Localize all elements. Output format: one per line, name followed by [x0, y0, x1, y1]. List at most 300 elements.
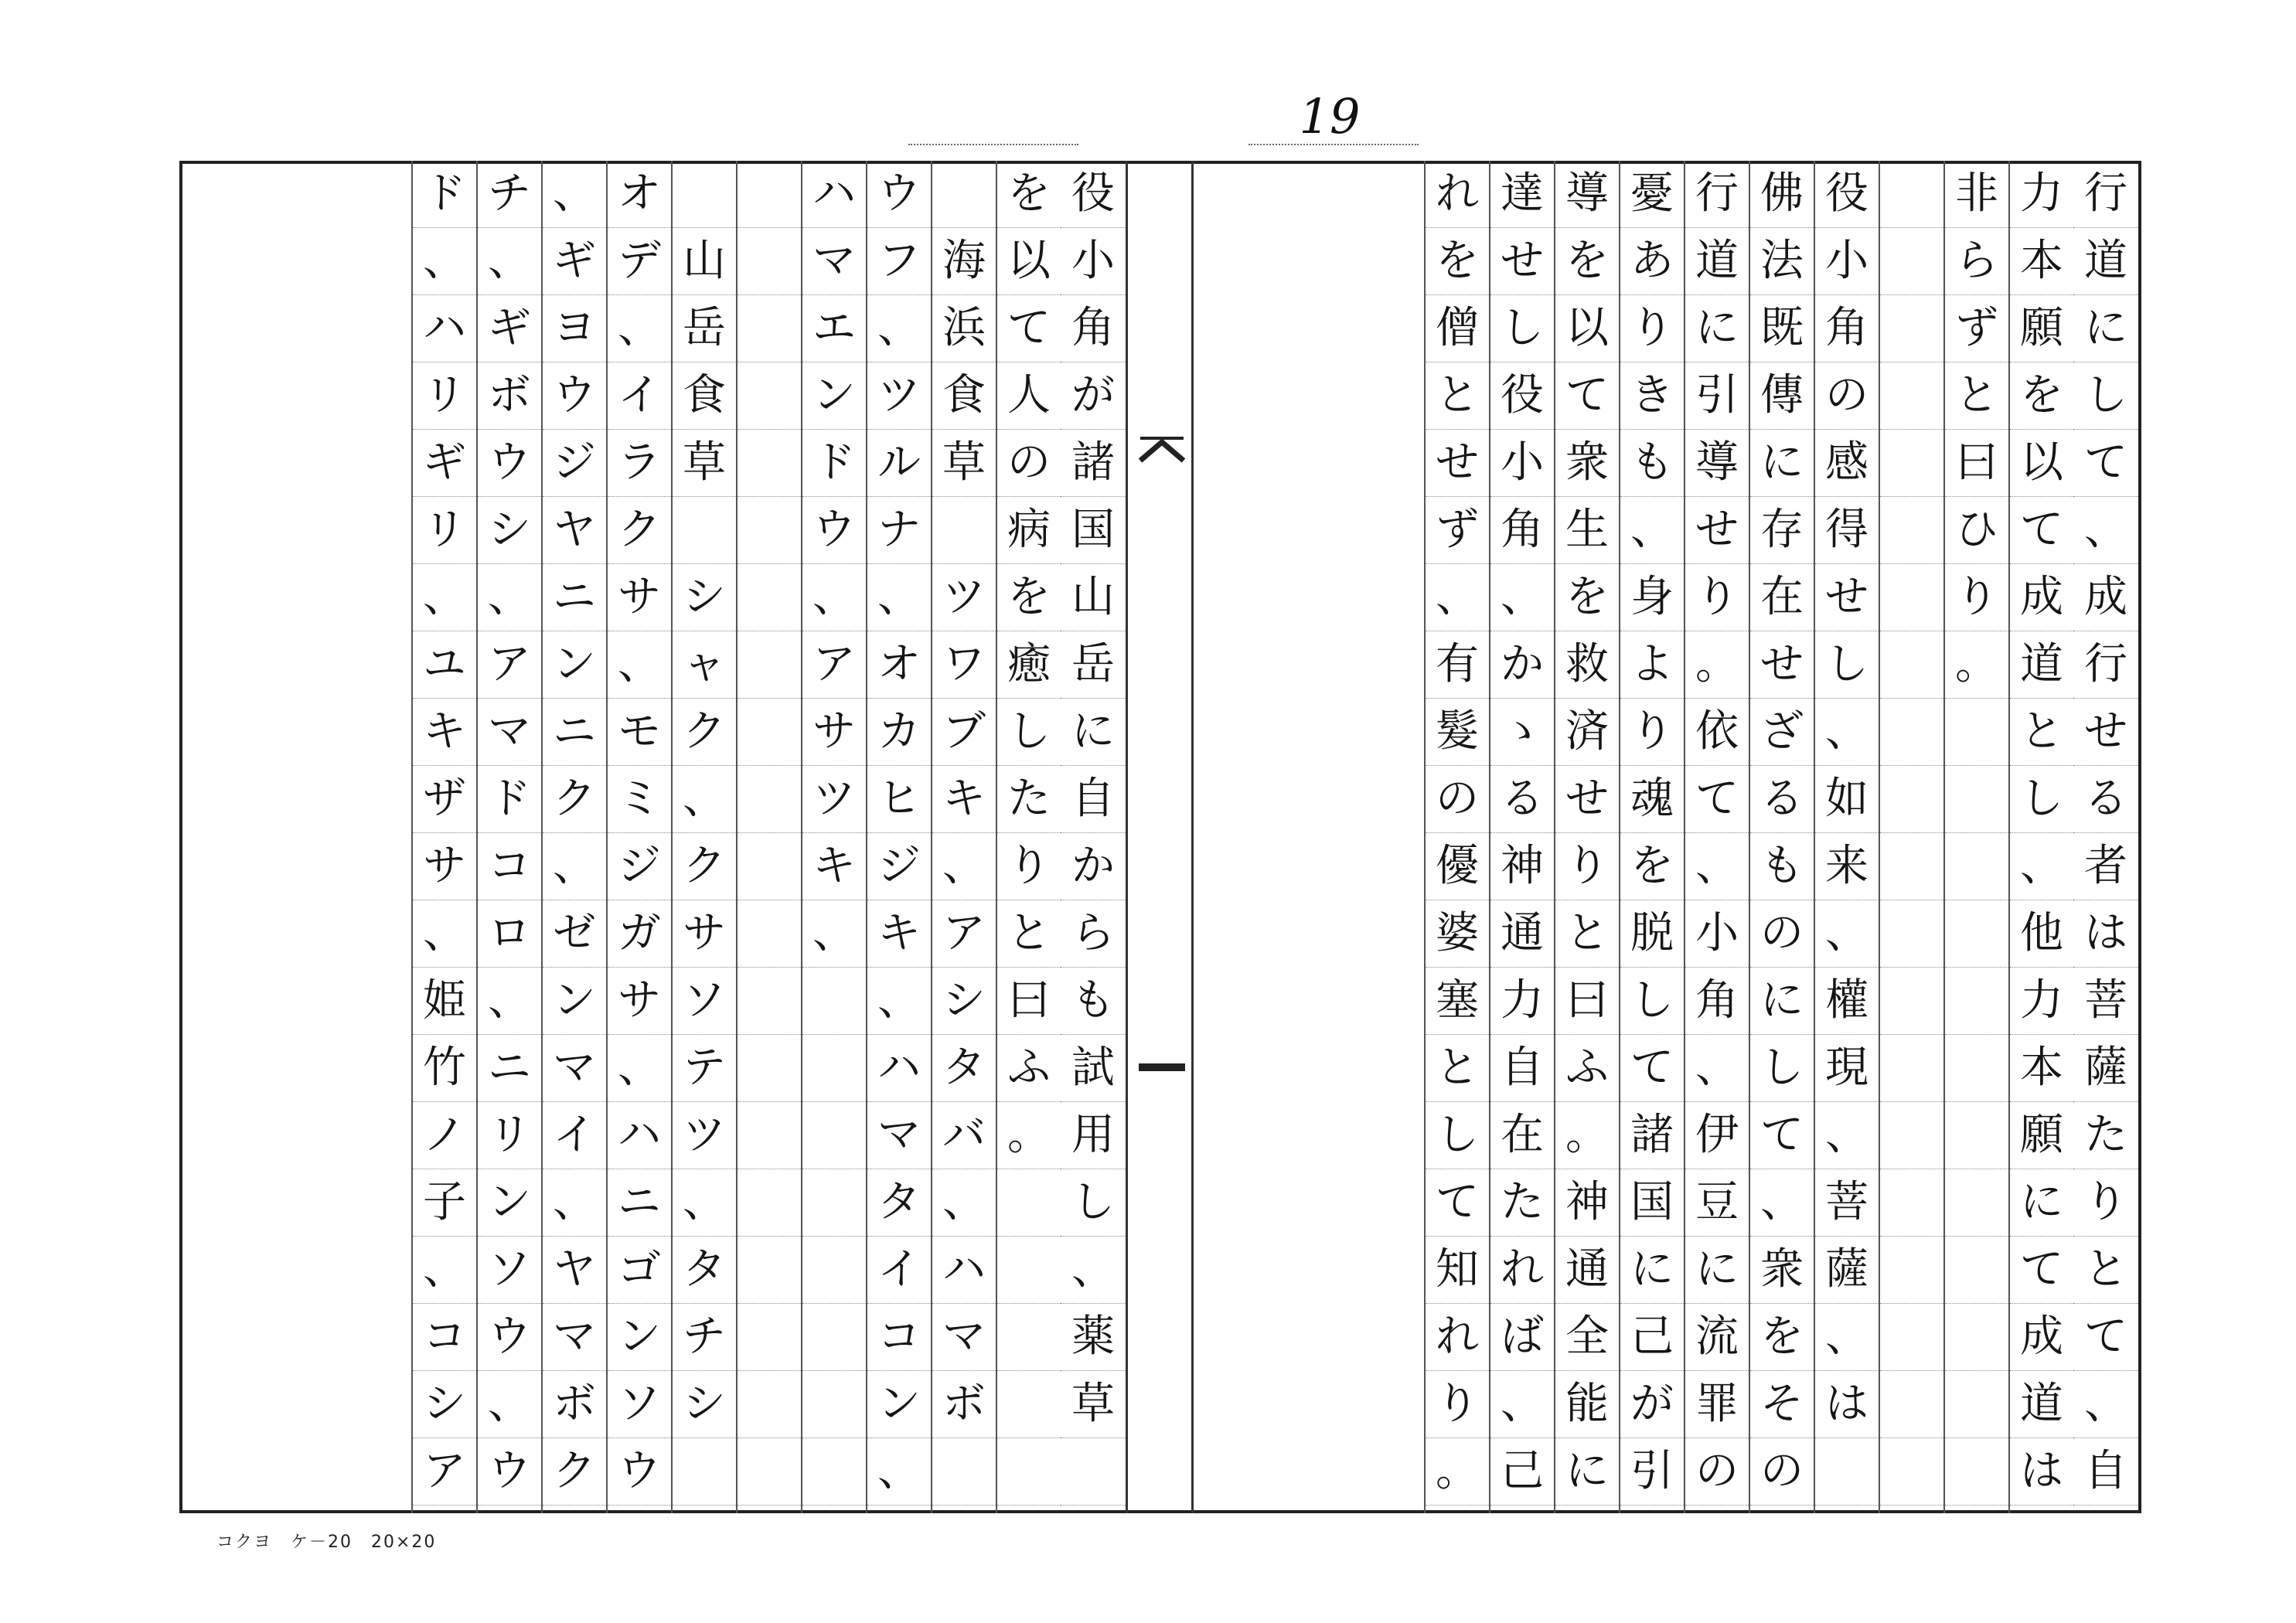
left-page-cell: 浜	[932, 295, 996, 362]
left-page-cell: ハ	[608, 1102, 671, 1169]
right-page-cell: あ	[1620, 228, 1684, 295]
left-page-cell: ウ	[867, 161, 931, 228]
left-page-cell	[738, 1304, 801, 1371]
left-page-cell: コ	[867, 1304, 931, 1371]
right-page-cell	[1880, 1102, 1943, 1169]
right-page-cell: 自	[2073, 1438, 2138, 1506]
left-page-cell: サ	[608, 968, 671, 1035]
right-page-cell: を	[2010, 362, 2073, 430]
left-page-cell: 角	[1061, 295, 1126, 362]
left-page-cell: サ	[673, 900, 736, 968]
right-page-cell	[1880, 228, 1943, 295]
right-page-cell	[1945, 1438, 2008, 1506]
left-page-cell: 、	[802, 564, 866, 631]
left-page-cell: 竹	[413, 1035, 476, 1102]
right-page-cell: ひ	[1945, 497, 2008, 564]
right-page-cell	[1945, 766, 2008, 833]
right-page-cell: を	[1620, 833, 1684, 900]
right-page-cell: し	[2010, 766, 2073, 833]
left-page-cell: 、	[478, 564, 541, 631]
left-page-cell: 小	[1061, 228, 1126, 295]
left-page-cell: り	[997, 833, 1061, 900]
left-page-cell	[738, 430, 801, 497]
right-page-cell: 、	[1685, 1035, 1749, 1102]
left-page-cell: サ	[413, 833, 476, 900]
left-page-cell: ツ	[802, 766, 866, 833]
right-page-cell	[1945, 900, 2008, 968]
left-page-cell: 癒	[997, 631, 1061, 699]
left-page-cell	[738, 833, 801, 900]
left-page-cell: ハ	[932, 1237, 996, 1304]
left-page-cell: 、	[673, 766, 736, 833]
left-page-cell: 試	[1061, 1035, 1126, 1102]
left-page-cell: 曰	[997, 968, 1061, 1035]
left-page-cell: ギ	[413, 430, 476, 497]
right-page-cell: と	[1555, 900, 1619, 968]
left-page-cell: 草	[932, 430, 996, 497]
left-page-cell	[738, 900, 801, 968]
right-page-cell: 己	[1490, 1438, 1554, 1506]
right-page-cell: り	[1945, 564, 2008, 631]
left-page-cell	[738, 1035, 801, 1102]
right-page-cell: 、	[1490, 1371, 1554, 1438]
left-page-cell: ニ	[478, 1035, 541, 1102]
left-page-cell: ツ	[867, 362, 931, 430]
left-page-cell: ハ	[413, 295, 476, 362]
left-page-cell: ジ	[608, 833, 671, 900]
right-page-cell	[1945, 1237, 2008, 1304]
left-page-cell: ツ	[932, 564, 996, 631]
right-page-cell: り	[1620, 699, 1684, 766]
left-page-cell: ク	[543, 1438, 606, 1506]
right-page-cell: 本	[2010, 1035, 2073, 1102]
left-page-cell	[738, 1371, 801, 1438]
right-page-cell: 角	[1685, 968, 1749, 1035]
right-page-cell: よ	[1620, 631, 1684, 699]
right-page-cell: 救	[1555, 631, 1619, 699]
left-page-cell: リ	[413, 362, 476, 430]
left-page-cell: エ	[802, 295, 866, 362]
right-page-cell: 、	[1815, 699, 1879, 766]
right-page-cell: が	[1620, 1371, 1684, 1438]
right-page-cell: に	[2010, 1169, 2073, 1237]
right-page-cell	[1880, 1304, 1943, 1371]
right-page-cell: 成	[2073, 564, 2138, 631]
right-page-cell: の	[1750, 900, 1814, 968]
left-page-cell: ボ	[478, 362, 541, 430]
title-dotted-line-left	[908, 144, 1078, 145]
right-page-cell: ふ	[1555, 1035, 1619, 1102]
right-page-cell	[1880, 1371, 1943, 1438]
right-page-column	[1424, 161, 1489, 1513]
left-page-cell: チ	[478, 161, 541, 228]
right-page-cell: の	[1815, 362, 1879, 430]
right-page-cell: 以	[1555, 295, 1619, 362]
right-page-column	[1554, 161, 1619, 1513]
right-page-cell: 通	[1555, 1237, 1619, 1304]
left-page-cell: ゴ	[608, 1237, 671, 1304]
right-page-cell	[1880, 1035, 1943, 1102]
right-page-cell: 在	[1490, 1102, 1554, 1169]
chevron-up-icon	[1139, 436, 1185, 464]
left-page-cell	[802, 1102, 866, 1169]
right-page-cell: 。	[1426, 1438, 1489, 1506]
left-page-cell	[997, 1304, 1061, 1371]
left-page-cell	[802, 1237, 866, 1304]
right-page-cell: 神	[1555, 1169, 1619, 1237]
left-page-cell: 人	[997, 362, 1061, 430]
left-page-cell: 、	[802, 900, 866, 968]
left-page-cell: 、	[932, 1169, 996, 1237]
right-page-column	[1619, 161, 1684, 1513]
left-page-cell: を	[997, 161, 1061, 228]
left-page-cell	[738, 968, 801, 1035]
right-page-cell	[1945, 1304, 2008, 1371]
right-page-cell: り	[1685, 564, 1749, 631]
left-page-cell: ワ	[932, 631, 996, 699]
right-page-cell: 以	[2010, 430, 2073, 497]
right-page-cell: 得	[1815, 497, 1879, 564]
left-page-cell: イ	[543, 1102, 606, 1169]
right-page-cell: 、	[1815, 1304, 1879, 1371]
right-page-cell: に	[1685, 1237, 1749, 1304]
right-page-cell: 、	[1815, 900, 1879, 968]
left-page-cell	[738, 295, 801, 362]
left-page-cell: に	[1061, 699, 1126, 766]
right-page-cell: て	[2073, 430, 2138, 497]
left-page-cell: 、	[543, 1169, 606, 1237]
right-page-cell	[1945, 1371, 2008, 1438]
right-page-cell: か	[1490, 631, 1554, 699]
right-page-cell: 、	[1490, 564, 1554, 631]
right-page-cell: 薩	[2073, 1035, 2138, 1102]
left-page-cell: ギ	[478, 295, 541, 362]
right-page-cell: 力	[2010, 161, 2073, 228]
left-page-cell: 、	[867, 968, 931, 1035]
right-page-cell: 国	[1620, 1169, 1684, 1237]
left-page-cell: か	[1061, 833, 1126, 900]
left-page-cell: 、	[413, 228, 476, 295]
left-page-cell	[738, 631, 801, 699]
right-page-cell: 既	[1750, 295, 1814, 362]
right-page-cell: し	[2073, 362, 2138, 430]
left-page-cell: ン	[543, 968, 606, 1035]
right-page-column	[1684, 161, 1749, 1513]
left-page-cell: 、	[478, 968, 541, 1035]
right-page-cell: 現	[1815, 1035, 1879, 1102]
left-page-cell: ン	[867, 1371, 931, 1438]
left-page-cell	[802, 1438, 866, 1506]
right-page-cell: 、	[1620, 497, 1684, 564]
right-page-cell: 成	[2010, 1304, 2073, 1371]
left-page-cell: ユ	[413, 631, 476, 699]
right-page-column	[2073, 161, 2138, 1513]
left-page-cell: シ	[413, 1371, 476, 1438]
right-page-cell: し	[1620, 968, 1684, 1035]
left-page-cell: ロ	[478, 900, 541, 968]
left-page-cell: ウ	[608, 1438, 671, 1506]
left-page-cell: コ	[413, 1304, 476, 1371]
left-page-column	[931, 161, 996, 1513]
right-page-cell: 法	[1750, 228, 1814, 295]
right-page-cell: 傳	[1750, 362, 1814, 430]
right-page-cell	[1880, 1169, 1943, 1237]
left-page-cell	[932, 161, 996, 228]
left-page-cell: 病	[997, 497, 1061, 564]
left-page-cell: ア	[802, 631, 866, 699]
right-page-cell: 角	[1490, 497, 1554, 564]
left-page-cell	[802, 1035, 866, 1102]
right-page-column	[1879, 161, 1943, 1513]
left-page-cell: 岳	[1061, 631, 1126, 699]
right-page-cell: と	[1426, 362, 1489, 430]
left-page-cell: ハ	[867, 1035, 931, 1102]
right-page-cell: 行	[1685, 161, 1749, 228]
left-page-cell: ゼ	[543, 900, 606, 968]
right-page-cell: 自	[1490, 1035, 1554, 1102]
left-page-cell: ウ	[478, 1304, 541, 1371]
left-page-cell	[802, 1169, 866, 1237]
right-page-cell: 道	[2010, 631, 2073, 699]
left-page-cell: ニ	[608, 1169, 671, 1237]
right-page-cell: 本	[2010, 228, 2073, 295]
right-page-cell: 引	[1620, 1438, 1684, 1506]
right-page-cell: 済	[1555, 699, 1619, 766]
right-page-column	[1814, 161, 1879, 1513]
right-page-cell: 力	[2010, 968, 2073, 1035]
right-page-cell: ば	[1490, 1304, 1554, 1371]
left-page-cell	[738, 699, 801, 766]
right-page-cell: 。	[1685, 631, 1749, 699]
right-page-cell: 角	[1815, 295, 1879, 362]
left-page-cell: ボ	[543, 1371, 606, 1438]
right-page-cell: 有	[1426, 631, 1489, 699]
left-page-cell: 食	[932, 362, 996, 430]
left-page-cell	[802, 1371, 866, 1438]
left-page-cell: ナ	[867, 497, 931, 564]
left-page-cell: ソ	[608, 1371, 671, 1438]
right-page-cell: て	[2010, 1237, 2073, 1304]
right-page-cell: に	[1750, 430, 1814, 497]
right-page-cell	[1945, 1102, 2008, 1169]
left-page-cell: 役	[1061, 161, 1126, 228]
left-page-cell: ミ	[608, 766, 671, 833]
left-page-cell: マ	[932, 1304, 996, 1371]
left-page-cell	[932, 1438, 996, 1506]
right-page-cell	[1945, 833, 2008, 900]
right-page-cell: 、	[1426, 564, 1489, 631]
left-page-cell: マ	[867, 1102, 931, 1169]
right-page-cell: ら	[1945, 228, 2008, 295]
left-page-cell: ヤ	[543, 497, 606, 564]
right-page-cell: は	[2073, 900, 2138, 968]
right-page-cell: 髮	[1426, 699, 1489, 766]
right-page-cell: し	[1426, 1102, 1489, 1169]
left-page-cell: ヒ	[867, 766, 931, 833]
left-page-cell: ボ	[932, 1371, 996, 1438]
right-page-cell: の	[1685, 1438, 1749, 1506]
right-page-cell: も	[1620, 430, 1684, 497]
right-page-cell: 小	[1490, 430, 1554, 497]
left-page-cell: 、	[543, 833, 606, 900]
left-page-cell: ハ	[802, 161, 866, 228]
left-page-column	[411, 161, 476, 1513]
left-page-cell: シ	[932, 968, 996, 1035]
right-page-cell	[1880, 1237, 1943, 1304]
left-page-column	[671, 161, 736, 1513]
right-page-cell: 權	[1815, 968, 1879, 1035]
right-page-cell: 罪	[1685, 1371, 1749, 1438]
right-page-cell: 魂	[1620, 766, 1684, 833]
left-page-cell: 用	[1061, 1102, 1126, 1169]
right-page-cell: 引	[1685, 362, 1749, 430]
left-page-cell: ソ	[673, 968, 736, 1035]
left-page-cell: し	[997, 699, 1061, 766]
left-page-cell: ザ	[413, 766, 476, 833]
right-page-cell: 。	[1945, 631, 2008, 699]
right-page-cell: 薩	[1815, 1237, 1879, 1304]
right-page-cell: 感	[1815, 430, 1879, 497]
left-page-cell: 以	[997, 228, 1061, 295]
left-page-cell: ら	[1061, 900, 1126, 968]
right-page-cell: せ	[1426, 430, 1489, 497]
left-page-cell: て	[997, 295, 1061, 362]
right-page-cell: 、	[1815, 1102, 1879, 1169]
right-page-cell: 、	[1685, 833, 1749, 900]
left-page-cell: ウ	[543, 362, 606, 430]
left-page-cell: サ	[802, 699, 866, 766]
right-page-cell: る	[1750, 766, 1814, 833]
left-page-cell: 、	[478, 228, 541, 295]
right-page-cell: せ	[1490, 228, 1554, 295]
right-page-column	[2008, 161, 2073, 1513]
left-page-cell: ク	[608, 497, 671, 564]
left-page-cell: チ	[673, 1304, 736, 1371]
left-page-cell: カ	[867, 699, 931, 766]
left-page-cell: マ	[543, 1304, 606, 1371]
right-page-cell: 身	[1620, 564, 1684, 631]
left-page-cell	[932, 497, 996, 564]
left-page-cell: ノ	[413, 1102, 476, 1169]
right-page-cell: に	[1750, 968, 1814, 1035]
right-page-cell: 在	[1750, 564, 1814, 631]
left-page-cell: ブ	[932, 699, 996, 766]
left-page-cell: シ	[478, 497, 541, 564]
right-page-cell: り	[2073, 1169, 2138, 1237]
right-page-cell: る	[1490, 766, 1554, 833]
left-page-cell: ラ	[608, 430, 671, 497]
right-page-cell: に	[1685, 295, 1749, 362]
right-page-cell: 豆	[1685, 1169, 1749, 1237]
left-page-cell: ギ	[543, 228, 606, 295]
left-page-cell: 草	[673, 430, 736, 497]
right-page-cell: を	[1555, 228, 1619, 295]
right-page-cell: 道	[2073, 228, 2138, 295]
left-page-cell: 姫	[413, 968, 476, 1035]
right-page-cell: 道	[2010, 1371, 2073, 1438]
right-page-cell: 存	[1750, 497, 1814, 564]
right-page-cell: 神	[1490, 833, 1554, 900]
right-page-cell: ゝ	[1490, 699, 1554, 766]
right-page-cell: 導	[1685, 430, 1749, 497]
right-page-cell: 小	[1815, 228, 1879, 295]
right-page-cell: の	[1426, 766, 1489, 833]
right-page-cell: せ	[2073, 699, 2138, 766]
left-page-cell: ク	[673, 833, 736, 900]
right-page-cell	[1880, 699, 1943, 766]
right-page-cell: て	[1750, 1102, 1814, 1169]
right-page-cell: ざ	[1750, 699, 1814, 766]
left-page-column	[736, 161, 801, 1513]
left-page-cell: キ	[867, 900, 931, 968]
right-page-cell: 流	[1685, 1304, 1749, 1371]
right-page-cell: 力	[1490, 968, 1554, 1035]
left-page-cell: リ	[478, 1102, 541, 1169]
left-page-cell: 、	[932, 833, 996, 900]
right-page-cell: て	[2010, 497, 2073, 564]
right-page-cell: し	[1490, 295, 1554, 362]
right-page-cell: る	[2073, 766, 2138, 833]
right-page-cell: 、	[1750, 1169, 1814, 1237]
right-page-cell: れ	[1426, 161, 1489, 228]
right-page-cell: も	[1750, 833, 1814, 900]
right-page-cell: 通	[1490, 900, 1554, 968]
right-page-cell: は	[2010, 1438, 2073, 1506]
right-page-cell	[1880, 631, 1943, 699]
right-page-cell: と	[2010, 699, 2073, 766]
right-page-cell: れ	[1490, 1237, 1554, 1304]
left-page-cell: 、	[543, 161, 606, 228]
right-page-cell: を	[1750, 1304, 1814, 1371]
right-page-cell: り	[1426, 1371, 1489, 1438]
right-page-cell: せ	[1815, 564, 1879, 631]
left-page-column	[476, 161, 541, 1513]
left-page-cell: ク	[543, 766, 606, 833]
center-gutter	[1126, 161, 1194, 1513]
left-page-cell: マ	[802, 228, 866, 295]
left-page-cell: オ	[608, 161, 671, 228]
left-page-cell: 食	[673, 362, 736, 430]
right-page-cell: 衆	[1555, 430, 1619, 497]
left-page-cell: ア	[478, 631, 541, 699]
right-page-cell	[1880, 430, 1943, 497]
right-page-cell: 曰	[1555, 968, 1619, 1035]
left-page-cell: し	[1061, 1169, 1126, 1237]
right-page-cell: 道	[1685, 228, 1749, 295]
right-page-cell: せ	[1555, 766, 1619, 833]
right-page-column	[1489, 161, 1554, 1513]
left-page-cell: 山	[1061, 564, 1126, 631]
left-page-cell	[738, 564, 801, 631]
right-page-cell: 全	[1555, 1304, 1619, 1371]
right-page-cell: 優	[1426, 833, 1489, 900]
right-page-cell: の	[1750, 1438, 1814, 1506]
title-dotted-line-right	[1248, 144, 1419, 145]
left-page-cell: 、	[413, 1237, 476, 1304]
right-page-cell: と	[1945, 362, 2008, 430]
left-page-cell	[802, 1304, 866, 1371]
right-page-cell: て	[1426, 1169, 1489, 1237]
right-page-cell: て	[1555, 362, 1619, 430]
left-page-cell: ャ	[673, 631, 736, 699]
left-page-column	[1061, 161, 1126, 1513]
left-page-cell: ニ	[543, 699, 606, 766]
right-page-cell: し	[1815, 631, 1879, 699]
left-page-cell: ジ	[867, 833, 931, 900]
left-page-cell	[997, 1438, 1061, 1506]
left-page-cell: テ	[673, 1035, 736, 1102]
left-page-cell: ウ	[802, 497, 866, 564]
